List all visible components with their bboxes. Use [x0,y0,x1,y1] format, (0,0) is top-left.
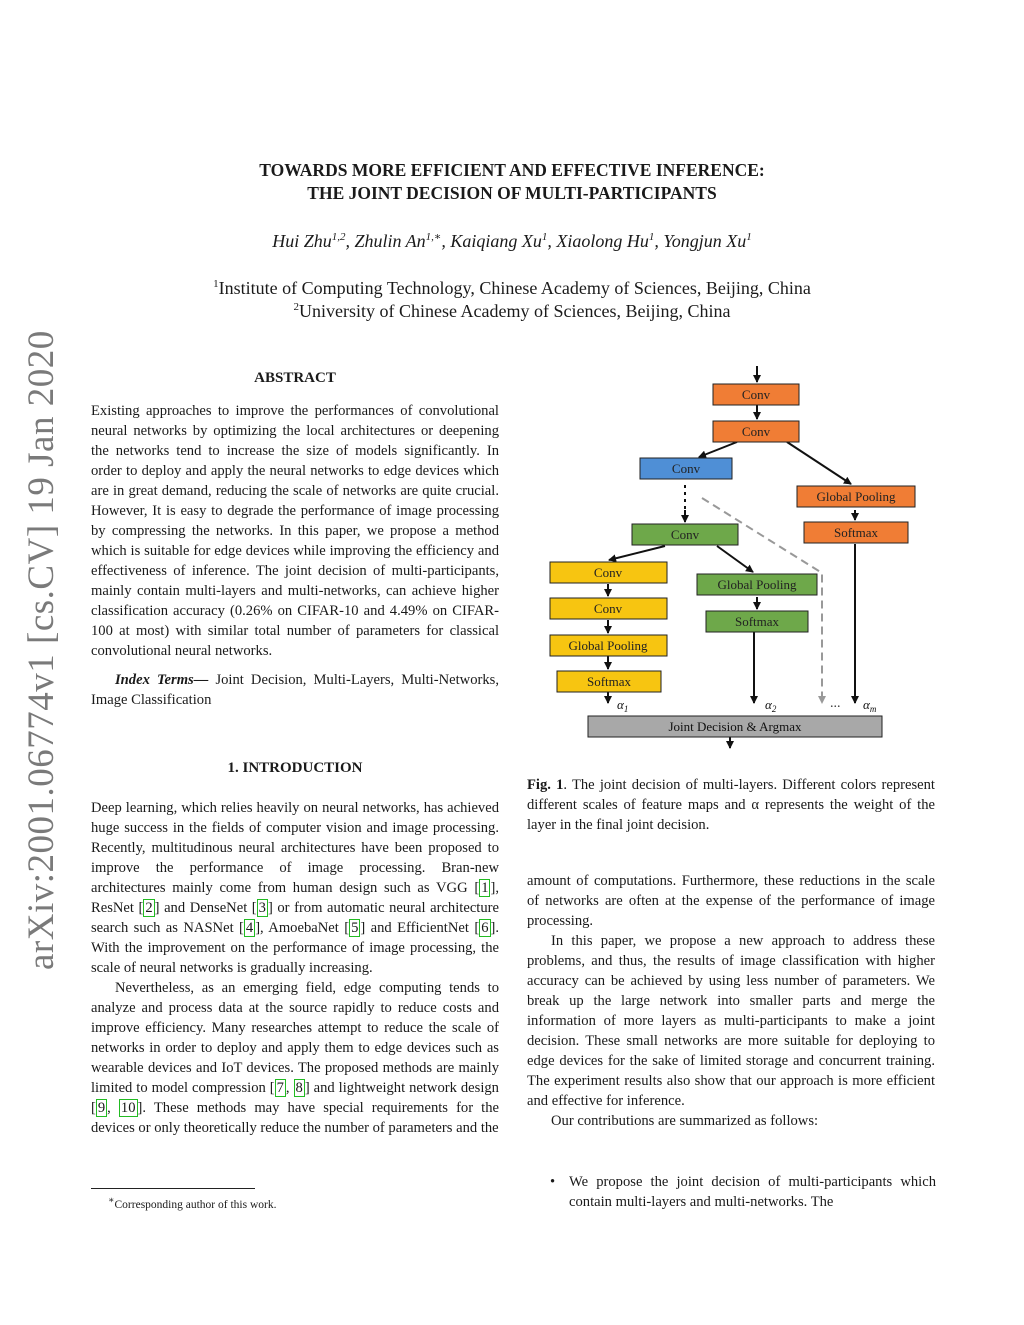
abstract-heading: ABSTRACT [254,370,336,386]
svg-text:Joint Decision & Argmax: Joint Decision & Argmax [668,719,802,734]
footnote-rule [91,1188,255,1189]
svg-text:Conv: Conv [593,565,623,580]
citation-link[interactable]: 3 [258,900,266,916]
block-global-pooling-orange [797,486,915,507]
introduction-heading: 1. INTRODUCTION [227,760,363,776]
author: Kaiqiang Xu$^1$, [450,231,557,251]
figure-1-diagram [527,360,937,755]
contribution-bullet-1: • We propose the joint decision of multi-participants which contain multi-layers and multi-networks. The [550,1174,936,1210]
title-line-1: TOWARDS MORE EFFICIENT AND EFFECTIVE INFERENCE: [259,160,765,180]
arxiv-sidebar-stamp: arXiv:2001.06774v1 [cs.CV] 19 Jan 2020 [21,330,62,970]
alpha-2-label: $\alpha_2$ [765,697,777,714]
citation-link[interactable]: 1 [481,880,489,896]
svg-text:Conv: Conv [671,461,701,476]
block-softmax-yellow [557,671,661,692]
affiliation-2: $^2$University of Chinese Academy of Sciences, Beijing, China [293,301,731,321]
svg-text:Conv: Conv [741,424,771,439]
svg-text:Global Pooling: Global Pooling [717,577,797,592]
svg-text:Global Pooling: Global Pooling [816,489,896,504]
bullet-dot-icon: • [550,1174,556,1190]
block-conv-yellow-1 [550,562,667,583]
citation-link[interactable]: 7 [276,1080,284,1096]
block-global-pooling-green [697,574,817,595]
abstract-text: Existing approaches to improve the performances of convolutional neural networks by optimizing the local architectures or deepening the networks tend to increase the size of models significantly. In order to deploy and apply the neural networks to edge devices which are in great demand, reducing the scale of networks are quite crucial. However, It is easy to degrade the performance of image processing by compressing the networks. In this paper, we propose a method which is suitable for edge devices while improving the efficiency and effectiveness of inference. The joint decision of multi-participants, mainly contain multi-layers and multi-networks, can achieve higher classification accuracy (0.26% on CIFAR-10 and 4.49% on CIFAR-100 at most) with similar total number of parameters for classical convolutional neural networks. [91,403,499,659]
svg-text:Softmax: Softmax [833,525,879,540]
intro-paragraph-4: In this paper, we propose a new approach to address these problems, and thus, the results of image classification with higher accuracy can be achieved by using less number of parameters. We break up the large network into smaller parts and merge the information of more layers as multi-participants to make a joint decision. These small networks are more suitable for deploying to edge devices for the sake of limited storage and concurrent training. The experiment results also show that our approach is more efficient and effective for inference. [527,933,935,1109]
figure-1-caption: Fig. 1. The joint decision of multi-layers. Different colors represent different scales of feature maps and α represents the weight of the layer in the final joint decision. [527,777,935,833]
block-softmax-green [706,611,808,632]
title-line-2: THE JOINT DECISION OF MULTI-PARTICIPANTS [307,183,717,203]
abstract-section [91,370,499,710]
affiliation-1: $^1$Institute of Computing Technology, Chinese Academy of Sciences, Beijing, China [213,278,811,298]
author: Zhulin $An^{1,∗}$, [354,231,451,251]
citation-link[interactable]: 2 [145,900,153,916]
citation-link[interactable]: 9 [97,1100,106,1116]
alpha-1-label: $\alpha_1$ [617,697,629,714]
intro-paragraph-2: Nevertheless, as an emerging field, edge computing tends to analyze and process data at the source rapidly to reduce costs and improve efficiency. Many researches attempt to reduce the scale of networks in order to deploy and apply them to edge devices such as wearable devices and IoT devices. The proposed methods are mainly limited to model compression [ 7 , 8 ] and lightweight network design [ 9 , 10 ]. These methods may have special requirements for the devices or only theoretically reduce the number of parameters and the [91,980,500,1136]
intro-continued [527,871,935,1131]
block-global-pooling-yellow [550,635,667,656]
block-conv-green [632,524,738,545]
footnote: ∗Corresponding author of this work. [108,1195,277,1211]
intro-paragraph-3: amount of computations. Furthermore, these reductions in the scale of networks are often at the expense of the performance of image processing. [527,873,935,929]
citation-link[interactable]: 6 [481,920,489,936]
block-conv-orange-1 [713,384,799,405]
alpha-ellipsis: ... [830,696,841,711]
block-conv-yellow-2 [550,598,667,619]
svg-text:Conv: Conv [593,601,623,616]
index-terms: Index Terms— Joint Decision, Multi-Layers, Multi-Networks, Image Classification [91,672,499,708]
block-conv-orange-2 [713,421,799,442]
alpha-m-label: $\alpha_m$ [863,697,877,714]
citation-link[interactable]: 4 [245,920,254,936]
author: Yongjun Xu$^1$ [663,231,752,251]
paper-title [100,159,924,205]
svg-text:Conv: Conv [741,387,771,402]
svg-text:Global Pooling: Global Pooling [568,638,648,653]
svg-text:Softmax: Softmax [734,614,780,629]
author: Hui Zhu$^{1,2}$, [272,231,355,251]
block-softmax-orange [804,522,908,543]
citation-link[interactable]: 10 [120,1100,136,1116]
citation-link[interactable]: 8 [295,1080,303,1096]
block-conv-blue [640,458,732,479]
introduction-section [91,760,499,1138]
author-list [100,230,924,252]
svg-text:Conv: Conv [670,527,700,542]
svg-text:Softmax: Softmax [586,674,632,689]
intro-paragraph-5: Our contributions are summarized as follows: [551,1113,819,1129]
author: Xiaolong Hu$^1$, [556,231,664,251]
block-joint-decision [588,716,882,737]
intro-paragraph-1: Deep learning, which relies heavily on neural networks, has achieved huge success in the fields of computer vision and image processing. Recently, multitudinous neural architectures have been proposed to improve the performance of image processing. Bran-new architectures mainly come from human design such as VGG [ 1 ], ResNet [ 2 ] and DenseNet [ 3 ] or from automatic neural architecture search such as NASNet [ 4 ], AmoebaNet [ 5 ] and EfficientNet [ 6 ]. With the improvement on the performance of image processing, the scale of neural networks is gradually increasing. [91,800,500,976]
citation-link[interactable]: 5 [351,920,359,936]
